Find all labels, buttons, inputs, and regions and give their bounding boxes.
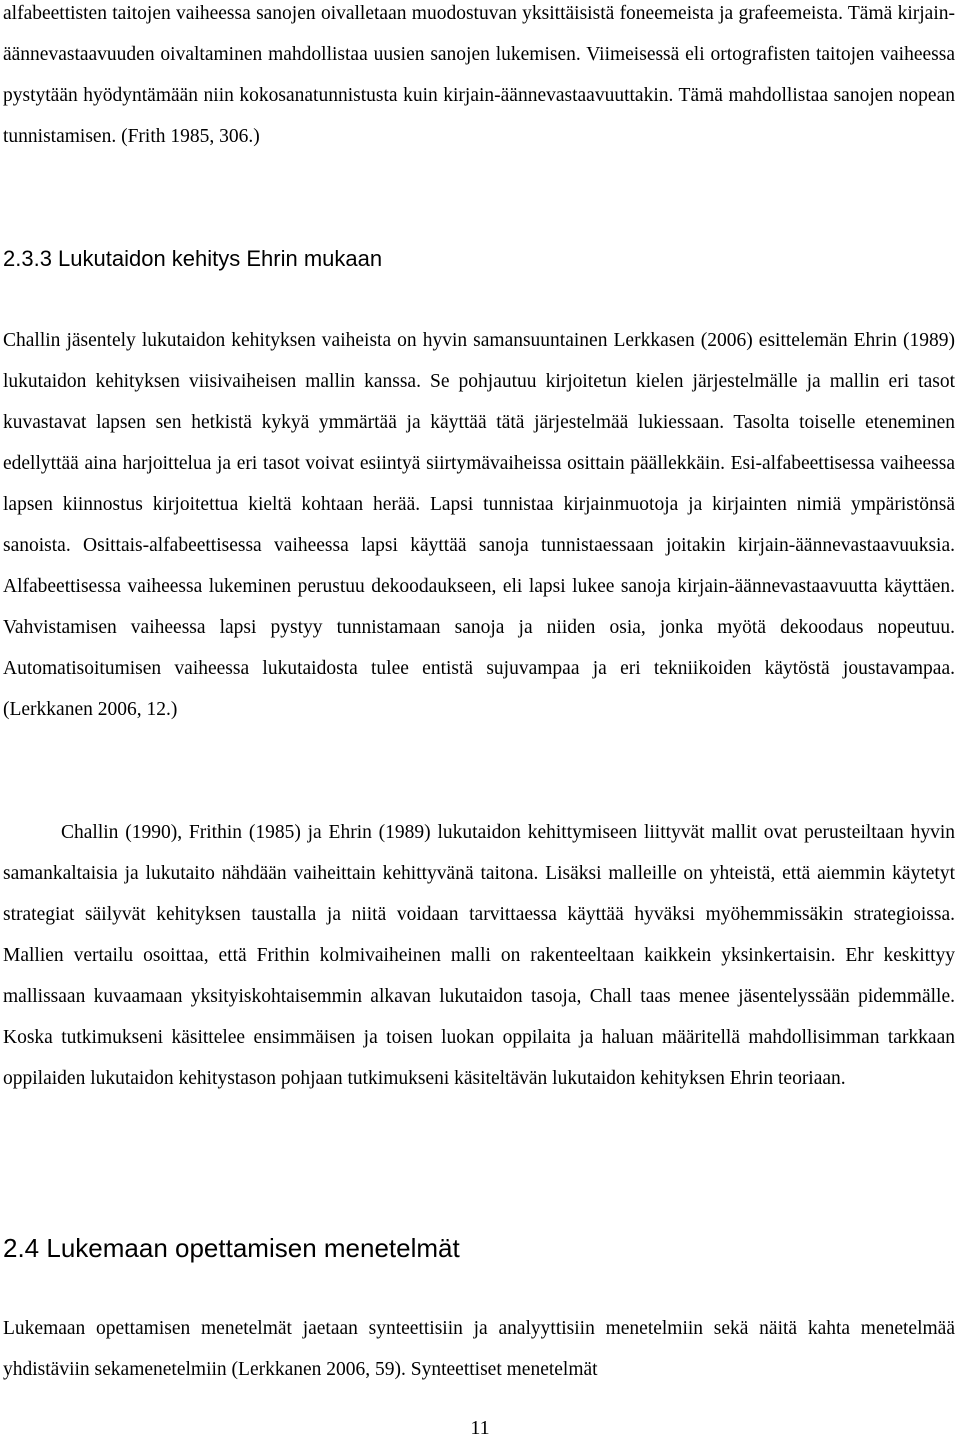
paragraph-models-comparison: Challin (1990), Frithin (1985) ja Ehrin (1989) lukutaidon kehittymiseen liittyvät mallit ovat perusteiltaan hyvin samankaltaisia ja lukutaito nähdään vaiheittain kehittyvänä taitona. Lisäksi malleille on yhteistä, että aiemmin käytetyt strategiat säilyvät kehityksen taustalla ja niitä voidaan tarvittaessa käyttää hyväksi myöhemmissäkin strategioissa. Mallien vertailu osoittaa, että Frithin kolmivaiheinen malli on rakenteeltaan kaikkein yksinkertaisin. Ehr keskittyy mallissaan kuvaamaan yksityiskohtaisemmin alkavan lukutaidon tasoja, Chall taas menee jäsentelyssään pidemmälle. Koska tutkimukseni käsittelee ensimmäisen ja toisen luokan oppilaita ja haluan määritellä mahdollisimman tarkkaan oppilaiden lukutaidon kehitystason pohjaan tutkimukseni käsiteltävän lukutaidon kehityksen Ehrin teoriaan. [3, 822, 955, 1089]
section-heading-2-3-3: 2.3.3 Lukutaidon kehitys Ehrin mukaan [3, 246, 383, 271]
page-number: 11 [470, 1417, 490, 1439]
paragraph-teaching-methods: Lukemaan opettamisen menetelmät jaetaan synteettisiin ja analyyttisiin menetelmiin sekä näitä kahta menetelmää yhdistäviin sekamenetelmiin (Lerkkanen 2006, 59). Synteettiset menetelmät [3, 1318, 955, 1380]
paragraph-ehri-model: Challin jäsentely lukutaidon kehityksen vaiheista on hyvin samansuuntainen Lerkkasen (2006) esittelemän Ehrin (1989) lukutaidon kehityksen viisivaiheisen mallin kanssa. Se pohjautuu kirjoitetun kielen järjestelmälle ja mallin eri tasot kuvastavat lapsen sen hetkistä kykyä ymmärtää ja käyttää tätä järjestelmää lukiessaan. Tasolta toiselle eteneminen edellyttää aina harjoittelua ja eri tasot voivat esiintyä siirtymävaiheissa osittain päällekkäin. Esi-alfabeettisessa vaiheessa lapsen kiinnostus kirjoitettua kieltä kohtaan herää. Lapsi tunnistaa kirjainmuotoja ja kirjainten nimiä ympäristönsä sanoista. Osittais-alfabeettisessa vaiheessa lapsi käyttää sanoja tunnistaessaan joitakin kirjain-äännevastaavuuksia. Alfabeettisessa vaiheessa lukeminen perustuu dekoodaukseen, eli lapsi lukee sanoja kirjain-äännevastaavuutta käyttäen. Vahvistamisen vaiheessa lapsi pystyy tunnistamaan sanoja ja niiden osia, jonka myötä dekoodaus nopeutuu. Automatisoitumisen vaiheessa lukutaidosta tulee entistä sujuvampaa ja eri tekniikoiden käytöstä joustavampaa. (Lerkkanen 2006, 12.) [3, 330, 955, 720]
paragraph-frith-continuation: alfabeettisten taitojen vaiheessa sanojen oivalletaan muodostuvan yksittäisistä foneemeista ja grafeemeista. Tämä kirjain-äännevastaavuuden oivaltaminen mahdollistaa uusien sanojen lukemisen. Viimeisessä eli ortografisten taitojen vaiheessa pystytään hyödyntämään niin kokosanatunnistusta kuin kirjain-äännevastaavuuttakin. Tämä mahdollistaa sanojen nopean tunnistamisen. (Frith 1985, 306.) [3, 3, 955, 147]
section-heading-2-4: 2.4 Lukemaan opettamisen menetelmät [3, 1233, 460, 1263]
